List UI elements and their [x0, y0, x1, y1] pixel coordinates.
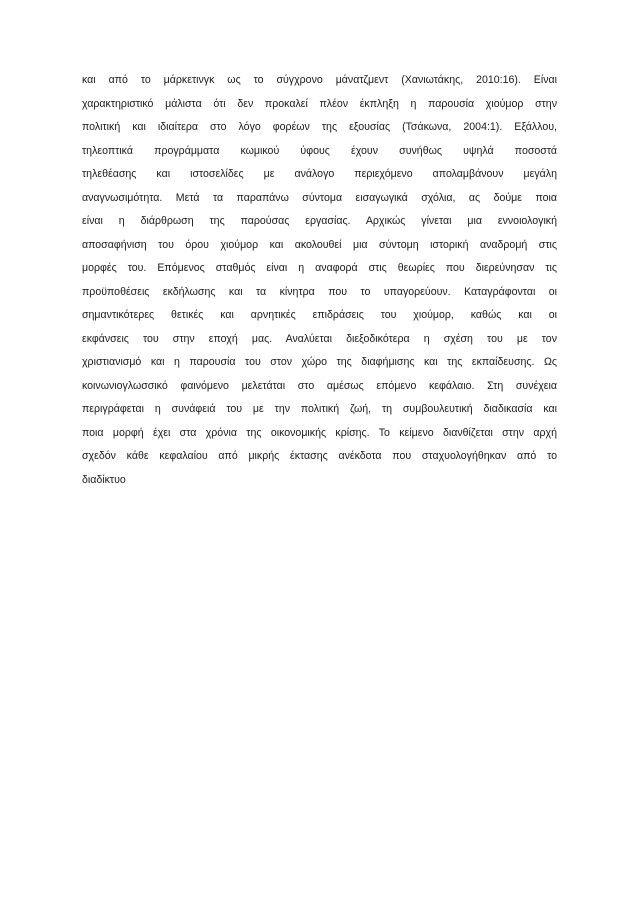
paragraph-line: ποια μορφή έχει στα χρόνια της οικονομικής κρίσης. Το κείμενο διανθίζεται στην αρχή	[82, 426, 557, 439]
paragraph-line: σχεδόν κάθε κεφαλαίου από μικρής έκτασης ανέκδοτα που σταχυολογήθηκαν από το	[82, 450, 557, 462]
paragraph-line: πολιτική και ιδιαίτερα στο λόγο φορέων της εξουσίας (Τσάκωνα, 2004:1). Εξάλλου,	[82, 121, 557, 133]
paragraph-line: αποσαφήνιση του όρου χιούμορ και ακολουθεί μια σύντομη ιστορική αναδρομή στις	[82, 238, 557, 251]
paragraph-line: αναγνωσιμότητα. Μετά τα παραπάνω σύντομα εισαγωγικά σχόλια, ας δούμε ποια	[82, 191, 557, 204]
paragraph-line: χαρακτηριστικό μάλιστα ότι δεν προκαλεί πλέον έκπληξη η παρουσία χιούμορ στην	[82, 97, 557, 110]
paragraph-line: προϋποθέσεις εκδήλωσης και τα κίνητρα που το υπαγορεύουν. Καταγράφονται οι	[82, 285, 557, 298]
paragraph-line: είναι η διάρθρωση της παρούσας εργασίας. Αρχικώς γίνεται μια εννοιολογική	[82, 215, 557, 227]
paragraph-line: και από το μάρκετινγκ ως το σύγχρονο μάνατζμεντ (Χανιωτάκης, 2010:16). Είναι	[82, 74, 557, 86]
paragraph-line: τηλεοπτικά προγράμματα κωμικού ύφους έχουν συνήθως υψηλά ποσοστά	[82, 144, 557, 157]
paragraph-line: διαδίκτυο	[82, 473, 126, 486]
paragraph-line: χριστιανισμό και η παρουσία του στον χώρο της διαφήμισης και της εκπαίδευσης. Ως	[82, 356, 557, 368]
paragraph-line: μορφές του. Επόμενος σταθμός είναι η αναφορά στις θεωρίες που διερεύνησαν τις	[82, 262, 557, 274]
paragraph-line: τηλεθέασης και ιστοσελίδες με ανάλογο περιεχόμενο απολαμβάνουν μεγάλη	[82, 168, 557, 180]
body-paragraph	[82, 69, 557, 492]
paragraph-line: περιγράφεται η συνάφειά του με την πολιτική ζωή, τη συμβουλευτική διαδικασία και	[82, 403, 557, 415]
paragraph-line: εκφάνσεις του στην εποχή μας. Αναλύεται διεξοδικότερα η σχέση του με τον	[82, 332, 557, 345]
paragraph-line: κοινωνιογλωσσικό φαινόμενο μελετάται στο αμέσως επόμενο κεφάλαιο. Στη συνέχεια	[82, 379, 557, 392]
paragraph-line: σημαντικότερες θετικές και αρνητικές επιδράσεις του χιούμορ, καθώς και οι	[82, 309, 557, 321]
